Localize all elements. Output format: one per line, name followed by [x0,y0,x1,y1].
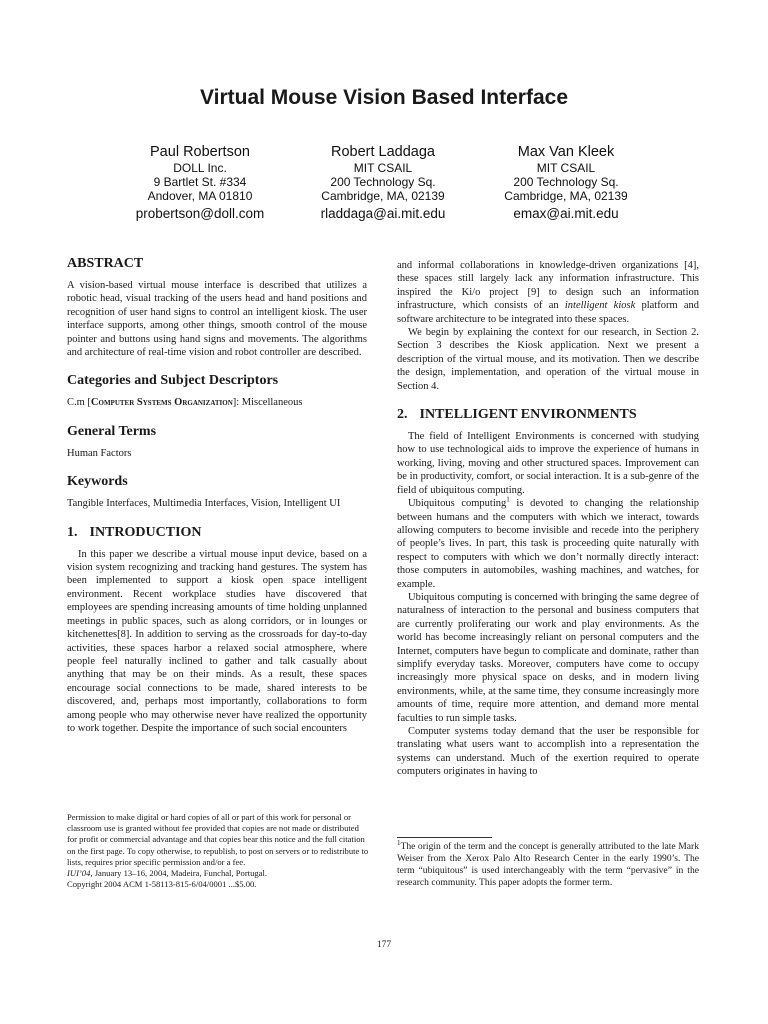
intro-section-number: 1. [67,524,78,540]
intro-outline-paragraph: We begin by explaining the context for our research, in Section 2. Section 3 describes the Kiosk application. Next we present a description of the virtual mouse, and its motivation. Then we describe the design, implementation, and operation of the virtual mouse in Section 4. [397,327,699,392]
venue-details: January 13–16, 2004, Madeira, Funchal, Portugal. [92,868,268,879]
intro-heading [67,525,367,541]
abstract-text: A vision-based virtual mouse interface is described that utilizes a robotic head, visual tracking of the users head and hand positions and recognition of user hand signs to control an intelligent kiosk. The user interface supports, among other things, smooth control of the mouse pointer and buttons using hand signs and movements. The algorithms and architecture of real-time vision and robot controller are described. [67,280,367,359]
author-2 [283,144,483,223]
author-address-line2: Andover, MA 01810 [147,189,253,203]
author-email: probertson@doll.com [135,206,265,221]
footnote-number: 1 [397,838,401,847]
right-column [397,259,699,779]
ubicomp-text: is devoted to changing the relationship between humans and the computers with which we interact, towards allowing computers to become invisible and recede into the periphery of people’s lives. In part, this task is proceeding quite naturally with respect to computers with which we don’t normally directly interact: those computers in automobiles, washing machines, and watches, for example. [397,498,699,590]
author-affiliation: MIT CSAIL [353,161,413,175]
author-email: emax@ai.mit.edu [513,206,619,221]
section2-title: INTELLIGENT ENVIRONMENTS [419,407,637,423]
section2-heading [397,407,699,423]
author-affiliation: MIT CSAIL [536,161,596,175]
ubicomp-term: Ubiquitous computing [408,498,507,510]
author-address-line2: Cambridge, MA, 02139 [321,189,445,203]
copyright-line: Copyright 2004 ACM 1-58113-815-6/04/0001 ...$5.00. [67,879,257,890]
paper-title: Virtual Mouse Vision Based Interface [199,86,568,109]
venue-line [67,868,369,879]
author-name: Robert Laddaga [331,144,435,160]
footnote-text [397,838,699,889]
footnote-divider [397,837,492,838]
intro-continuation [397,259,699,326]
section2-paragraph-4: Computer systems today demand that the user be responsible for translating what users want to accomplish into a representation the systems can understand. Much of the exertion required to operate computers originates in having to [397,726,699,778]
footnote-body: The origin of the term and the concept is generally attributed to the late Mark Weiser from the Xerox Palo Alto Research Center in the early 1990’s. The term “ubiquitous” is used interchangeably with the term “pervasive” in the research community. This paper adopts the former term. [397,841,699,888]
author-name: Max Van Kleek [517,144,615,160]
section2-number: 2. [397,407,408,423]
author-affiliation: DOLL Inc. [173,161,227,175]
author-name: Paul Robertson [150,144,250,160]
section2-paragraph-3: Ubiquitous computing is concerned with bringing the same degree of naturalness of interaction to the personal and business computers that are currently proliferating our work and play environments. As the world has become increasingly reliant on personal computers and the Internet, computers have begun to complicate and dominate, rather than simplify everyday tasks. Moreover, computers have come to occupy increasingly more physical space on desks, and in modern living environments, while, at the same time, they consume increasingly more amounts of time, require more attention, and demand more mental faculties to run simple tasks. [397,591,699,724]
section2-paragraph-1: The field of Intelligent Environments is concerned with studying how to use technological aids to improve the experience of humans in working, living, moving and other structured spaces. Improvement can be in productivity, comfort, or social interaction. It is a sub-genre of the field of ubiquitous computing. [397,431,699,496]
author-email: rladdaga@ai.mit.edu [320,206,446,221]
categories-rest: ]: Miscellaneous [232,397,303,409]
general-terms-text: Human Factors [67,447,132,459]
permission-notice [67,812,369,890]
general-terms-heading: General Terms [67,423,157,439]
continuation-italic: intelligent kiosk [564,300,636,312]
left-column [67,256,367,735]
author-address-line2: Cambridge, MA, 02139 [504,189,628,203]
section2-paragraph-2 [397,497,699,591]
intro-text: In this paper we describe a virtual mouse input device, based on a vision system recognizing and tracking hand gestures. The system has been implemented to support a kiosk open space intelligent environment. Recent workplace studies have discovered that employees are spending increasing amounts of time holding unplanned meetings in public spaces, such as along corridors, or in lounges or kitchenettes[8]. In addition to serving as the crossroads for day-to-day activities, these spaces harbor a relaxed social atmosphere, where people feel naturally inclined to gather and talk casually about anything that may be on their minds. As a result, these spaces encourage social connections to be made, shared interests to be discovered, and, perhaps most importantly, collaborations to form among people who may otherwise never have realized the opportunity to work together. Despite the importance of such social encounters [67,548,367,734]
intro-section-title: INTRODUCTION [89,524,202,540]
page-number: 177 [376,940,392,950]
categories-code: C.m [ [67,397,91,409]
author-3 [466,144,666,223]
author-address-line1: 9 Bartlet St. #334 [153,175,247,189]
categories-org: Computer Systems Organization [90,397,233,409]
continuation-text: and informal collaborations in knowledge-driven organizations [4], these spaces still largely lack any information infrastructure. This inspired the Ki/o project [9] to design such an information infrastructure, which consists of an [397,260,699,312]
categories-heading: Categories and Subject Descriptors [67,373,279,389]
categories-text [67,396,367,409]
keywords-heading: Keywords [67,474,128,490]
continuation-text-end: platform and software architecture to be integrated into these spaces. [397,300,699,325]
footnote-marker: 1 [506,495,510,504]
footnote [397,838,699,889]
permission-text: Permission to make digital or hard copies of all or part of this work for personal or classroom use is granted without fee provided that copies are not made or distributed for profit or commercial advantage and that copies bear this notice and the full citation on the first page. To copy otherwise, to republish, to post on servers or to redistribute to lists, requires prior specific permission and/or a fee. [67,812,369,867]
venue-name: IUI’04, [67,868,93,879]
author-address-line1: 200 Technology Sq. [513,175,619,189]
abstract-heading: ABSTRACT [67,256,144,271]
keywords-text: Tangible Interfaces, Multimedia Interfaces, Vision, Intelligent UI [67,498,341,510]
author-address-line1: 200 Technology Sq. [330,175,436,189]
author-1 [100,144,300,223]
